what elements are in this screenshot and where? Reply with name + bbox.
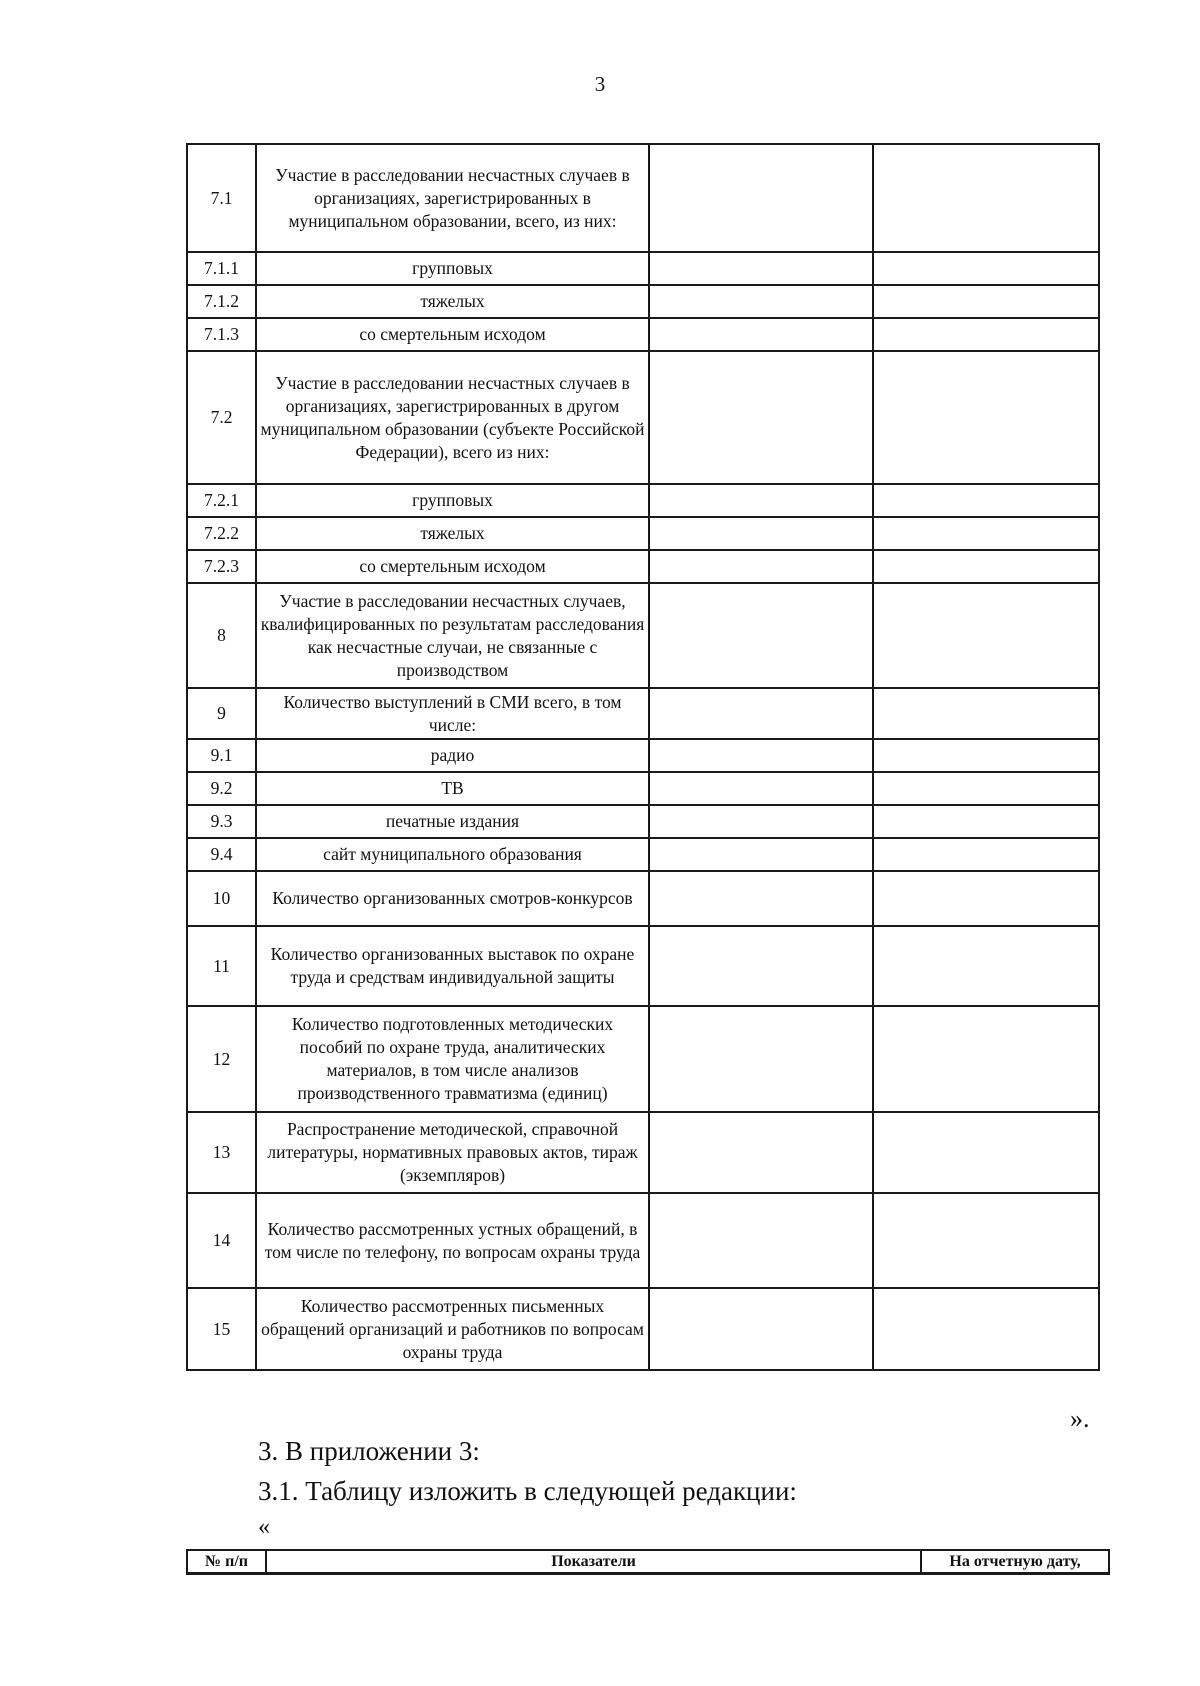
row-value-cell [873, 517, 1099, 550]
row-value-cell [649, 739, 873, 772]
table-row [187, 583, 1099, 688]
row-value-cell [649, 1193, 873, 1288]
table-row [187, 926, 1099, 1006]
table-row [187, 484, 1099, 517]
header-number: № п/п [187, 1550, 266, 1574]
row-number: 9.3 [187, 805, 256, 838]
row-number: 11 [187, 926, 256, 1006]
row-value-cell [649, 484, 873, 517]
row-value-cell [873, 318, 1099, 351]
row-value-cell [873, 1006, 1099, 1112]
table-row [187, 318, 1099, 351]
row-value-cell [649, 318, 873, 351]
row-value-cell [873, 351, 1099, 484]
table-header-row [187, 1550, 1109, 1574]
row-value-cell [649, 926, 873, 1006]
table-row [187, 805, 1099, 838]
row-value-cell [649, 772, 873, 805]
row-value-cell [649, 285, 873, 318]
row-indicator: ТВ [256, 772, 649, 805]
row-value-cell [873, 252, 1099, 285]
row-indicator: Участие в расследовании несчастных случаев, квалифицированных по результатам расследования как несчастные случаи, не связанные с производством [256, 583, 649, 688]
row-indicator: Количество подготовленных методических пособий по охране труда, аналитических материалов, в том числе анализов производственного травматизма (единиц) [256, 1006, 649, 1112]
row-indicator: Количество организованных смотров-конкурсов [256, 871, 649, 926]
row-number: 7.2 [187, 351, 256, 484]
row-number: 15 [187, 1288, 256, 1370]
row-indicator: Количество организованных выставок по охране труда и средствам индивидуальной защиты [256, 926, 649, 1006]
row-value-cell [873, 1112, 1099, 1193]
opening-quote: « [258, 1514, 270, 1540]
table-row [187, 285, 1099, 318]
table-row [187, 838, 1099, 871]
row-indicator: тяжелых [256, 285, 649, 318]
row-number: 7.1.2 [187, 285, 256, 318]
row-value-cell [873, 688, 1099, 739]
row-number: 9.2 [187, 772, 256, 805]
row-number: 9 [187, 688, 256, 739]
row-value-cell [873, 805, 1099, 838]
page-number: 3 [594, 72, 606, 96]
row-indicator: сайт муниципального образования [256, 838, 649, 871]
row-value-cell [649, 1006, 873, 1112]
table-row [187, 772, 1099, 805]
row-value-cell [873, 285, 1099, 318]
table-row [187, 1112, 1099, 1193]
row-value-cell [873, 871, 1099, 926]
table-row [187, 252, 1099, 285]
row-value-cell [873, 772, 1099, 805]
row-value-cell [873, 838, 1099, 871]
row-number: 7.1.1 [187, 252, 256, 285]
row-value-cell [873, 739, 1099, 772]
row-value-cell [649, 871, 873, 926]
row-indicator: Количество выступлений в СМИ всего, в том числе: [256, 688, 649, 739]
row-number: 7.2.1 [187, 484, 256, 517]
row-indicator: групповых [256, 484, 649, 517]
row-value-cell [873, 484, 1099, 517]
row-indicator: групповых [256, 252, 649, 285]
table-row [187, 517, 1099, 550]
table-row [187, 688, 1099, 739]
row-value-cell [649, 583, 873, 688]
row-value-cell [649, 1288, 873, 1370]
row-indicator: печатные издания [256, 805, 649, 838]
row-indicator: Участие в расследовании несчастных случаев в организациях, зарегистрированных в муниципальном образовании, всего, из них: [256, 144, 649, 252]
row-value-cell [873, 1193, 1099, 1288]
row-number: 7.2.2 [187, 517, 256, 550]
row-indicator: Количество рассмотренных устных обращений, в том числе по телефону, по вопросам охраны труда [256, 1193, 649, 1288]
row-value-cell [649, 805, 873, 838]
row-value-cell [873, 550, 1099, 583]
row-value-cell [649, 144, 873, 252]
row-value-cell [873, 1288, 1099, 1370]
table-row [187, 550, 1099, 583]
section-subheading: 3.1. Таблицу изложить в следующей редакции: [258, 1476, 797, 1506]
table-row [187, 1006, 1099, 1112]
indicators-table [186, 143, 1100, 1371]
row-indicator: Количество рассмотренных письменных обращений организаций и работников по вопросам охраны труда [256, 1288, 649, 1370]
table-row [187, 351, 1099, 484]
row-number: 12 [187, 1006, 256, 1112]
row-number: 9.1 [187, 739, 256, 772]
row-value-cell [649, 1112, 873, 1193]
row-value-cell [649, 838, 873, 871]
row-number: 8 [187, 583, 256, 688]
row-value-cell [649, 550, 873, 583]
row-indicator: радио [256, 739, 649, 772]
row-number: 7.1 [187, 144, 256, 252]
row-indicator: со смертельным исходом [256, 318, 649, 351]
closing-quote: ». [1070, 1404, 1090, 1433]
row-value-cell [873, 144, 1099, 252]
row-indicator: Распространение методической, справочной литературы, нормативных правовых актов, тираж (экземпляров) [256, 1112, 649, 1193]
row-number: 13 [187, 1112, 256, 1193]
row-value-cell [649, 252, 873, 285]
row-value-cell [649, 688, 873, 739]
row-number: 7.2.3 [187, 550, 256, 583]
row-number: 9.4 [187, 838, 256, 871]
row-value-cell [649, 517, 873, 550]
row-value-cell [873, 926, 1099, 1006]
row-indicator: тяжелых [256, 517, 649, 550]
table-row [187, 1193, 1099, 1288]
row-number: 10 [187, 871, 256, 926]
appendix-3-table-header [186, 1549, 1110, 1575]
row-value-cell [873, 583, 1099, 688]
header-indicators: Показатели [266, 1550, 921, 1574]
row-number: 14 [187, 1193, 256, 1288]
header-reporting-date: На отчетную дату, [921, 1550, 1109, 1574]
table-row [187, 144, 1099, 252]
table-row [187, 871, 1099, 926]
table-row [187, 739, 1099, 772]
row-indicator: Участие в расследовании несчастных случаев в организациях, зарегистрированных в другом муниципальном образовании (субъекте Российской Федерации), всего из них: [256, 351, 649, 484]
row-value-cell [649, 351, 873, 484]
row-indicator: со смертельным исходом [256, 550, 649, 583]
section-heading: 3. В приложении 3: [258, 1436, 480, 1466]
table-row [187, 1288, 1099, 1370]
row-number: 7.1.3 [187, 318, 256, 351]
